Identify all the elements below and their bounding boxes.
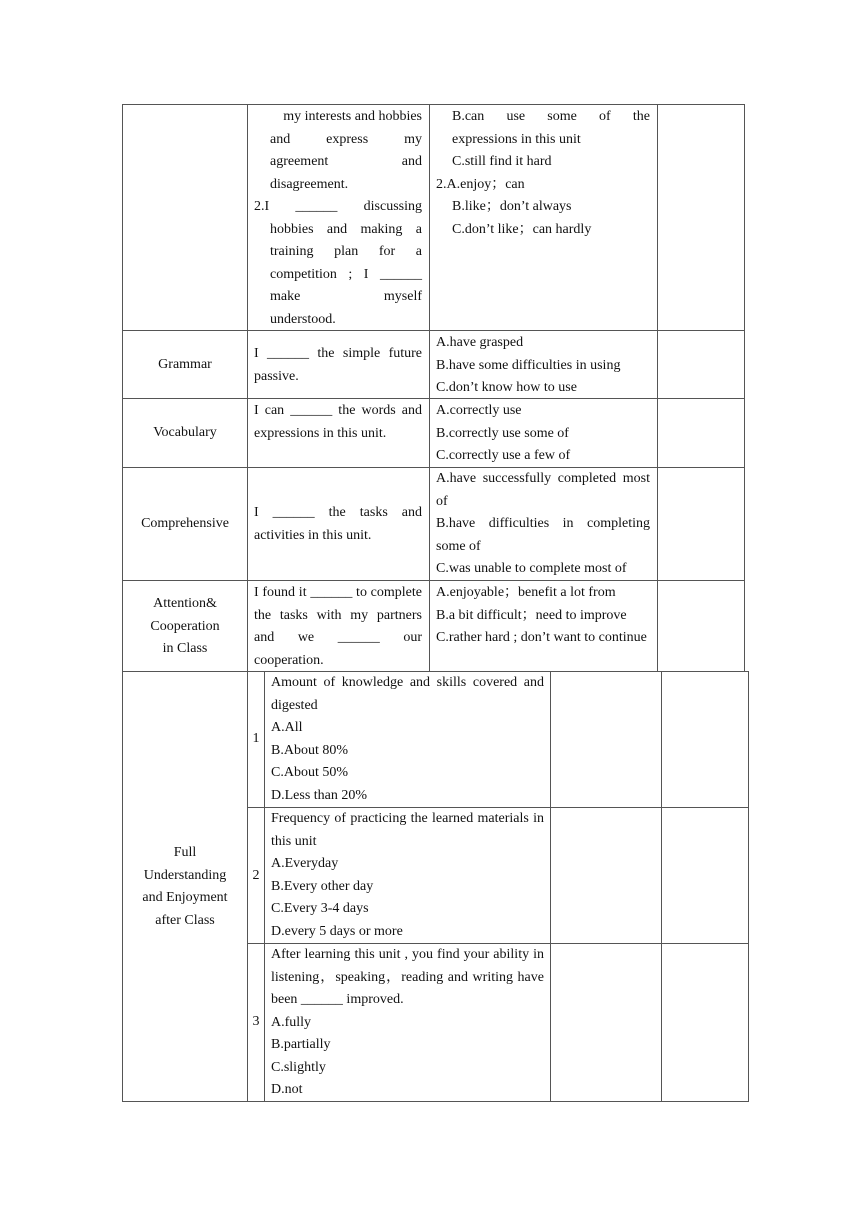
continued-statement: my interests and hobbies and express my agreement and disagreement. 2.I ______ discussing hobbies and making a training plan for a competition ; I ______ make myself understood. (254, 109, 422, 327)
table2-row3-col4 (550, 943, 662, 1102)
table1-row3-col4 (657, 467, 745, 581)
item-number: 2 (252, 868, 260, 883)
item-number: 3 (252, 1014, 260, 1029)
attention-statement: I found it ______ to complete the tasks with my partners and we ______ our cooperation. (254, 585, 422, 668)
vocabulary-statement: I can ______ the words and expressions in this unit. (254, 403, 422, 441)
table2-row2-col5 (661, 807, 749, 944)
table1-row0-col4 (657, 104, 745, 331)
item-number: 1 (252, 731, 260, 746)
table1-row0-col1 (122, 104, 248, 331)
vocabulary-label: Vocabulary (153, 425, 217, 440)
comprehensive-options: A.have successfully completed most of B.have difficulties in completing some of C.was unable to complete most of (436, 471, 650, 576)
table1-row1-col4 (657, 330, 745, 399)
full-understanding-label: Full Understanding and Enjoyment after Class (142, 845, 228, 928)
table2-row1-col5 (661, 671, 749, 808)
table1-row4-col4 (657, 580, 745, 672)
comprehensive-statement: I ______ the tasks and activities in this unit. (254, 505, 422, 543)
grammar-label: Grammar (158, 357, 212, 372)
table2-row1-col4 (550, 671, 662, 808)
attention-options: A.enjoyable；benefit a lot from B.a bit difficult；need to improve C.rather hard ; don’t want to continue (436, 585, 647, 645)
grammar-options: A.have grasped B.have some difficulties in using C.don’t know how to use (436, 335, 621, 395)
comprehensive-label: Comprehensive (141, 516, 229, 531)
grammar-statement: I ______ the simple future passive. (254, 346, 422, 384)
continued-options: B.can use some of the expressions in this unit C.still find it hard 2.A.enjoy；can B.like；don’t always C.don’t like；can hardly (436, 109, 650, 237)
vocabulary-options: A.correctly use B.correctly use some of C.correctly use a few of (436, 403, 571, 463)
item-question: Frequency of practicing the learned materials in this unit A.Everyday B.Every other day C.Every 3-4 days D.every 5 days or more (271, 811, 544, 939)
attention-label: Attention& Cooperation in Class (150, 596, 220, 656)
item-question: Amount of knowledge and skills covered and digested A.All B.About 80% C.About 50% D.Less than 20% (271, 675, 544, 803)
item-question: After learning this unit , you find your ability in listening，speaking，reading and writing have been ______ improved. A.fully B.partially C.slightly D.not (271, 947, 544, 1097)
table2-row2-col4 (550, 807, 662, 944)
table2-row3-col5 (661, 943, 749, 1102)
table1-row2-col4 (657, 398, 745, 468)
